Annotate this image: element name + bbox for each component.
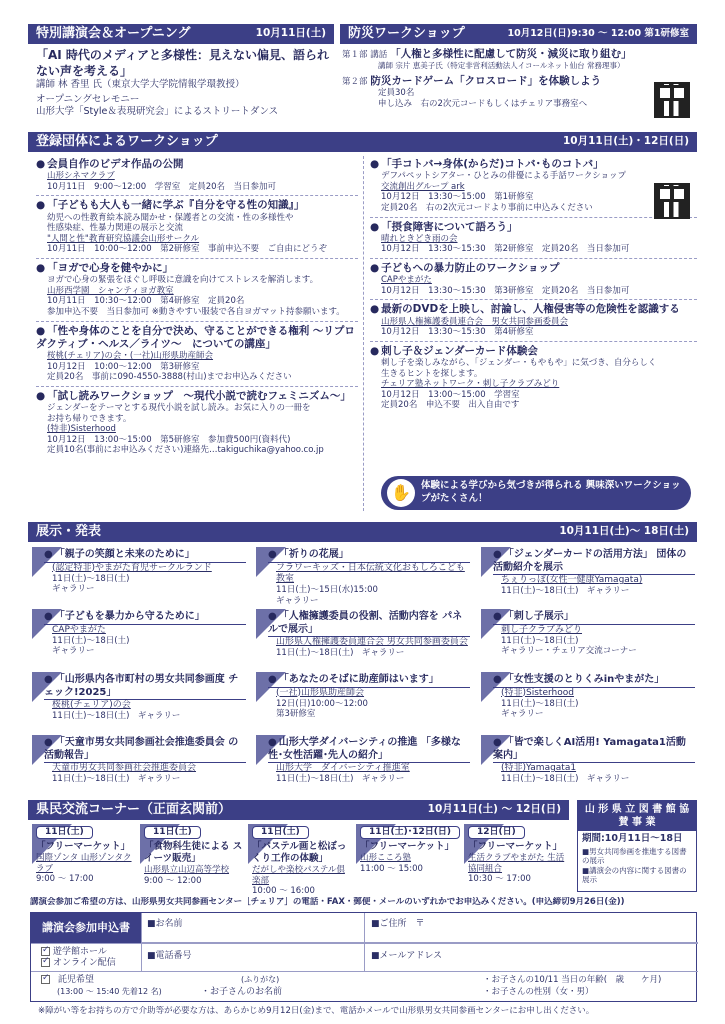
- part2-capacity: 定員30名: [378, 87, 415, 98]
- column-divider: [363, 156, 364, 511]
- exchange-item: [32, 824, 136, 894]
- workshop-item-org: 山形西学園 シャンティヨガ教室: [47, 285, 174, 296]
- exchange-time: 9:00 ～ 12:00: [144, 875, 202, 886]
- exchange-title: 「フリーマーケット」: [36, 841, 131, 853]
- exhibit-org: CAPやまがた: [52, 624, 106, 635]
- exhibit-org: 刺し子クラブみどり: [501, 624, 583, 635]
- exchange-time: 9:00 ～ 17:00: [36, 874, 94, 885]
- workshop-item-org: 交流創出グループ ark: [381, 181, 465, 192]
- workshop-item-info: 定員10名(事前にお申込みください)連絡先…takiguchika@yahoo.co.jp: [47, 445, 324, 456]
- workshop-date: 10月11日(土)・12日(日): [562, 135, 689, 148]
- workshop-item-info: 10月11日 10:30～12:00 第4研修室 定員20名: [47, 296, 245, 307]
- exhibit-org: 桜桃(チェリア)の会: [52, 700, 131, 710]
- exhibit-title: ● 「人権擁護委員の役割、活動内容を パネルで展示」: [268, 611, 470, 637]
- special-lecture-title: 特別講演会＆オープニング: [36, 25, 191, 41]
- part2-title: 防災カードゲーム「クロスロード」を体験しよう: [370, 74, 602, 87]
- workshop-item-org: CAPやまがた: [381, 275, 432, 286]
- opening-ceremony: オープニングセレモニー: [36, 94, 140, 106]
- exhibit-item: [256, 609, 470, 667]
- disaster-workshop-title: 防災ワークショップ: [348, 25, 465, 41]
- special-lecture-date: 10月11日(土): [255, 27, 326, 40]
- exhibit-dates: 11日(土)～18日(土) ギャラリー: [501, 774, 630, 785]
- application-form: [30, 912, 697, 1002]
- workshop-item: [370, 300, 697, 341]
- workshop-item-desc: ジェンダーをテーマとする現代小説を試し読み。お気に入りの一冊を: [47, 402, 311, 413]
- exchange-org: 山形県立山辺高等学校: [144, 865, 230, 875]
- footer-note: ※障がい等をお持ちの方で介助等が必要な方は、あらかじめ9月12日(金)まで、電話かメールで山形県男女共同参画センターにお申し出ください。: [38, 1006, 595, 1016]
- exhibit-dates: 11日(土)～18日(土): [52, 573, 130, 584]
- hand-icon: ✋: [387, 479, 415, 507]
- workshop-item: [370, 155, 697, 218]
- exhibit-title: ● 「刺し子展示」: [493, 611, 695, 625]
- name-field[interactable]: ■お名前: [147, 919, 183, 929]
- online-checkbox[interactable]: [41, 958, 50, 967]
- exchange-corner-date: 10月11日(土) ～ 12日(日): [427, 803, 561, 816]
- exchange-date-tag: 11日(土)･12日(日): [360, 826, 460, 839]
- library-box: [577, 800, 697, 892]
- exchange-title: 「パステル画と松ぼっ くり工作の体験」: [252, 841, 347, 865]
- workshop-item-title: ● 刺し子＆ジェンダーカード体験会: [370, 345, 697, 358]
- exhibit-item: [481, 547, 695, 605]
- workshop-item: [36, 387, 358, 459]
- workshop-item: [370, 342, 697, 414]
- workshop-item-desc: ヨガで心身の緊張をほぐし呼吸に意識を向けてストレスを解消します。: [47, 275, 319, 286]
- library-title: 山 形 県 立 図 書 館 協 賛 事 業: [578, 801, 696, 831]
- exhibit-title: ● 山形大学ダイバーシティの推進 「多様な性･女性活躍･先人の紹介」: [268, 737, 470, 763]
- street-dance: 山形大学「Style＆表現研究会」によるストリートダンス: [36, 105, 279, 117]
- workshop-item-info: 10月12日 13:30～15:30 第2研修室 定員20名 当日参加可: [381, 244, 630, 255]
- exchange-date-tag: 11日(土): [144, 826, 201, 839]
- workshop-item-info: 10月12日 13:30～15:30 第4研修室: [381, 327, 534, 338]
- workshop-item-title: ● 「試し読みワークショップ ～現代小説で読むフェミニズム～」: [36, 390, 358, 403]
- workshop-item-desc: 幼児への性教育絵本読み聞かせ・保護者との交流・性の多様性や: [47, 212, 294, 223]
- workshop-item-title: ● 「摂食障害について語ろう」: [370, 221, 697, 234]
- exhibit-item: [481, 735, 695, 793]
- workshop-item-info: 10月12日 10:00～12:00 第3研修室: [47, 361, 200, 372]
- workshop-item: [36, 196, 358, 259]
- library-period: 期間:10月11日～18日: [582, 833, 683, 844]
- exhibit-dates: 11日(土)～18日(土): [501, 635, 579, 646]
- exhibit-title: ● 「ジェンダーカードの活用方法」 団体の活動紹介を展示: [493, 549, 695, 575]
- workshop-item: [36, 259, 358, 322]
- exhibit-dates: 11日(土)～18日(土) ギャラリー: [501, 586, 630, 597]
- child-age-field[interactable]: ・お子さんの10/11 当日の年齢( 歳 ケ月): [483, 975, 662, 985]
- workshop-item-info: 10月12日 13:30～15:00 第1研修室: [381, 192, 534, 203]
- furigana-label: (ふりがな): [241, 975, 280, 984]
- disaster-workshop-date: 10月12日(日)9:30 ～ 12:00 第1研修室: [507, 28, 689, 40]
- library-item-2: ■講演会の内容に関する図書の展示: [582, 865, 687, 884]
- exhibit-dates: 11日(土)～18日(土): [501, 698, 579, 709]
- workshop-item-org: (特非)Sisterhood: [47, 424, 116, 435]
- workshop-item-desc: 性感染症、性暴力関連の展示と交流: [47, 223, 184, 234]
- workshop-item: [36, 322, 358, 387]
- workshop-item-org: "人間と性"教育研究協議会山形サークル: [47, 233, 200, 244]
- workshop-item-org: 晴れときどき雨の会: [381, 233, 458, 244]
- workshop-item-title: ● 最新のDVDを上映し、討論し、人権侵害等の危険性を認識する: [370, 303, 697, 316]
- exchange-org: 山形こころ塾: [360, 853, 412, 864]
- exhibit-item: [32, 672, 246, 730]
- workshop-item-title: ● 「ヨガで心身を健やかに」: [36, 262, 358, 275]
- exhibit-title: ● 「祈りの花展」: [268, 549, 470, 563]
- exhibit-org: 山形県人権擁護委員連合会 男女共同参画委員会: [276, 637, 468, 647]
- exhibit-title: ● 「子どもを暴力から守るために」: [44, 611, 246, 625]
- exhibit-item: [32, 547, 246, 605]
- workshop-item-info: 定員20名 右の2次元コードより事前に申込みください: [381, 203, 593, 213]
- exchange-item: [140, 824, 244, 894]
- exhibit-org: 山形大学 ダイバーシティ推進室: [276, 763, 410, 773]
- exchange-title: 「フリーマーケット」: [360, 841, 455, 853]
- exchange-title: 「食物科生徒による スイーツ販売」: [144, 841, 243, 865]
- childcare-label: 託児希望: [58, 975, 95, 985]
- exchange-date-tag: 12日(日): [468, 826, 525, 839]
- exhibit-item: [256, 735, 470, 793]
- exchange-item: [464, 824, 568, 894]
- exhibit-place: 第3研修室: [276, 709, 316, 720]
- exhibit-dates: 11日(土)～18日(土) ギャラリー: [276, 648, 405, 659]
- exhibit-item: [256, 547, 470, 605]
- exhibit-place: ギャラリー: [501, 709, 544, 720]
- exhibit-item: [481, 672, 695, 730]
- exhibit-item: [256, 672, 470, 730]
- exhibit-item: [481, 609, 695, 667]
- lecturer: 講師 林 香里 氏（東京大学大学院情報学環教授）: [36, 79, 245, 91]
- exhibit-title: ● 「山形県内各市町村の男女共同参画度 チェック!2025」: [44, 674, 246, 700]
- workshop-banner: [381, 476, 691, 510]
- workshop-item-desc: 刺し子を楽しみながら、「ジェンダー・もやもや」に気づき、自分らしく: [381, 357, 657, 368]
- exhibit-title: ● 「女性支援のとりくみinやまがた」: [493, 674, 695, 688]
- exchange-org: 生活クラブやまがた 生活協同組合: [468, 853, 565, 874]
- exhibition-title: 展示・発表: [36, 523, 102, 539]
- disaster-workshop-body: [342, 48, 642, 130]
- disaster-workshop-header: [340, 24, 697, 44]
- workshop-item: [370, 259, 697, 300]
- child-sex-field[interactable]: ・お子さんの性別（女・男）: [483, 987, 594, 997]
- workshop-item-info: 10月12日 13:00～15:00 学習室: [381, 389, 520, 400]
- qr-code-ark[interactable]: [654, 183, 690, 219]
- exhibit-place: ギャラリー: [52, 646, 95, 657]
- exhibit-org: (一社)山形県助産師会: [276, 687, 365, 698]
- workshop-item: [36, 155, 358, 196]
- exhibition-header: [28, 522, 697, 542]
- workshop-item-desc: デフパペットシアター・ひとみの俳優による手話ワークショップ: [381, 171, 627, 182]
- workshop-item-org: チェリア塾ネットワーク・刺し子クラブみどり: [381, 379, 560, 390]
- workshop-item-desc: 生きるヒントを探します。: [381, 368, 483, 379]
- exhibit-title: ● 「天童市男女共同参画社会推進委員会 の活動報告」: [44, 737, 246, 763]
- exhibit-place: ギャラリー: [52, 584, 95, 595]
- special-lecture-body: [36, 48, 332, 130]
- workshop-item: [370, 218, 697, 259]
- email-field[interactable]: ■メールアドレス: [371, 951, 443, 961]
- workshop-left-column: [36, 155, 358, 515]
- exhibit-org: フラワーキッズ・日本伝統文化おもしろこども教室: [276, 562, 465, 584]
- qr-code-disaster[interactable]: [654, 82, 690, 118]
- workshop-item-info: 10月11日 10:00～12:00 第2研修室 事前申込不要 ご自由にどうぞ: [47, 244, 328, 255]
- library-item-1: ■男女共同参画を推進する図書の展示: [582, 846, 687, 866]
- venue-option-online[interactable]: [41, 958, 116, 969]
- exhibit-place: ギャラリー・チェリア交流コーナー: [501, 646, 637, 657]
- workshop-item-info: 定員20名 事前に090-4550-3888(村山)までお申込みください: [47, 372, 292, 383]
- banner-text: 体験による学びから気づきが得られる 興味深いワークショップがたくさん！: [421, 480, 681, 504]
- childcare-option[interactable]: [41, 975, 94, 986]
- part2-label: 第２部: [342, 76, 368, 87]
- part2-apply: 申し込み 右の2次元コードもしくはチェリア事務室へ: [378, 98, 588, 109]
- childcare-note: (13:00 ～ 15:40 先着12 名): [57, 987, 162, 996]
- hall-checkbox[interactable]: [41, 947, 50, 956]
- workshop-item-org: 山形県人権擁護委員連合会 男女共同参画委員会: [381, 316, 569, 327]
- exhibit-org: (特非)Sisterhood: [501, 687, 574, 698]
- child-name-field[interactable]: ・お子さんのお名前: [201, 987, 283, 997]
- workshop-item-desc: お持ち帰りできます。: [47, 413, 132, 424]
- exchange-corner-title: 県民交流コーナー（正面玄関前）: [36, 801, 232, 817]
- exchange-date-tag: 11日(土): [36, 826, 93, 839]
- exhibit-org: (特非)Yamagata1: [501, 763, 577, 773]
- workshop-item-org: 山形シネマクラブ: [47, 171, 115, 182]
- form-note: 講演会参加ご希望の方は、山形県男女共同参画センター［チェリア］の電話・FAX・郵便・メールのいずれかでお申込みください。(申込締切9月26日(金)): [30, 897, 625, 907]
- special-lecture-header: [28, 24, 334, 44]
- exchange-org: 国際ゾンタ 山形ゾンタクラブ: [36, 853, 132, 874]
- exhibit-title: ● 「親子の笑顔と未来のために」: [44, 549, 246, 563]
- exchange-date-tag: 11日(土): [252, 826, 309, 839]
- workshop-item-info: 10月12日 13:00～15:00 第5研修室 参加費500円(資料代): [47, 434, 291, 445]
- part1-label: 第１部 講話: [342, 50, 388, 60]
- exhibit-org: (認定特非)やまがた育児サークルランド: [52, 562, 212, 573]
- exchange-title: 「フリーマーケット」: [468, 841, 563, 853]
- workshop-item-org: 桜桃(チェリア)の会・(一社)山形県助産師会: [47, 350, 214, 361]
- phone-field[interactable]: ■電話番号: [147, 951, 192, 961]
- workshop-title: 登録団体によるワークショップ: [36, 133, 218, 149]
- exhibit-item: [32, 735, 246, 793]
- workshop-right-column: [370, 155, 697, 475]
- exhibit-dates: 11日(土)～15日(水)15:00: [276, 585, 378, 595]
- form-header: 講演会参加申込書: [31, 913, 141, 943]
- exhibit-title: ● 「あなたのそばに助産師はいます」: [268, 674, 470, 688]
- childcare-checkbox[interactable]: [41, 975, 50, 984]
- exhibit-dates: 11日(土)～18日(土) ギャラリー: [52, 711, 181, 722]
- exhibit-item: [32, 609, 246, 667]
- workshop-item-title: ● 子どもへの暴力防止のワークショップ: [370, 262, 697, 275]
- address-field[interactable]: ■ご住所 〒: [371, 919, 425, 929]
- workshop-item-title: ● 「子どもも大人も一緒に学ぶ『自分を守る性の知識』」: [36, 199, 358, 212]
- hall-label: 遊学館ホール: [53, 947, 107, 957]
- exchange-item: [356, 824, 460, 894]
- exchange-time: 10:30 ～ 17:00: [468, 874, 531, 885]
- exhibit-dates: 12日(日)10:00～12:00: [276, 698, 368, 709]
- venue-option-hall[interactable]: [41, 947, 107, 958]
- part1-title: 「人権と多様性に配慮して防災・減災に取り組む」: [390, 48, 632, 60]
- exhibit-title: ● 「皆で楽しくAI活用! Yamagata1活動案内」: [493, 737, 695, 763]
- workshop-item-info: 定員20名 申込不要 出入自由です: [381, 400, 520, 411]
- workshop-item-title: ● 「手コトバ→身体(からだ)コトバ･ものコトバ」: [370, 158, 697, 171]
- workshop-item-title: ● 「性や身体のことを自分で決め、守ることができる権利 ～リプロダクティブ・ヘルス／ライツ～ についての講座」: [36, 325, 358, 351]
- exchange-time: 10:00 ～ 16:00: [252, 886, 315, 894]
- workshop-header: [28, 132, 697, 152]
- exhibit-org: ちぇりっぽ(女性一健康Yamagata): [501, 575, 643, 585]
- workshop-item-info: 10月12日 13:30～15:30 第3研修室 定員20名 当日参加可: [381, 285, 630, 296]
- exhibit-place: ギャラリー: [276, 595, 319, 605]
- exchange-time: 11:00 ～ 15:00: [360, 863, 423, 874]
- exhibit-dates: 11日(土)～18日(土) ギャラリー: [52, 774, 181, 785]
- exchange-org: だがしや楽校パステル倶楽部: [252, 865, 345, 886]
- exchange-item: [248, 824, 352, 894]
- exhibition-date: 10月11日(土)～ 18日(土): [559, 525, 689, 538]
- workshop-item-info: 参加申込不要 当日参加可 ※動きやすい服装で各自ヨガマット持参願います。: [47, 307, 345, 317]
- exhibit-org: 天童市男女共同参画社会推進委員会: [52, 763, 197, 773]
- workshop-item-info: 10月11日 9:00～12:00 学習室 定員20名 当日参加可: [47, 181, 277, 192]
- exhibit-dates: 11日(土)～18日(土) ギャラリー: [276, 774, 405, 785]
- workshop-item-title: ● 会員自作のビデオ作品の公開: [36, 158, 358, 171]
- part1-lecturer: 講師 宗片 恵美子氏（特定非営利活動法人イコールネット仙台 常務理事）: [378, 61, 625, 71]
- exchange-corner-header: [28, 800, 569, 820]
- lecture-title: 「AI 時代のメディアと多様性：見えない偏見、語られない声を考える」: [36, 48, 329, 78]
- online-label: オンライン配信: [53, 958, 116, 968]
- exhibit-dates: 11日(土)～18日(土): [52, 635, 130, 646]
